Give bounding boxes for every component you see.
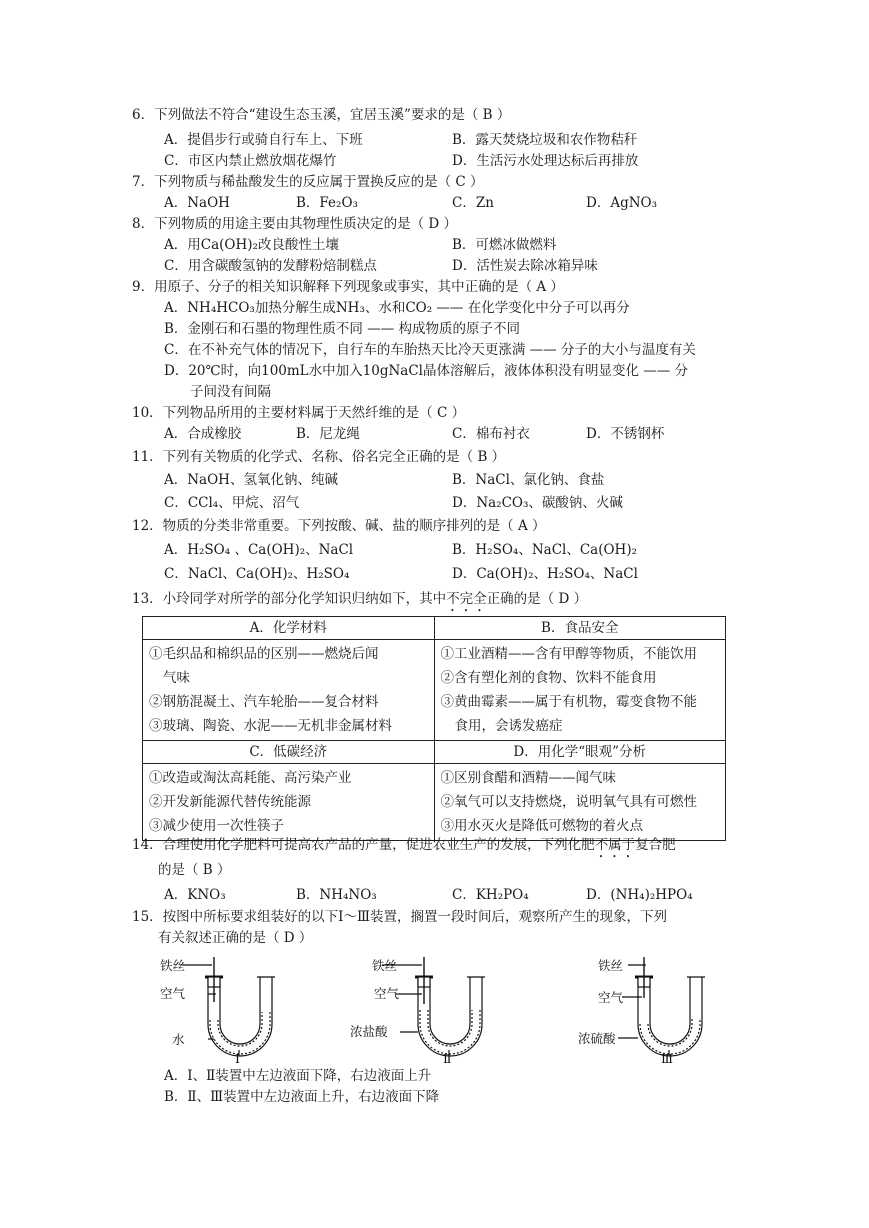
question-9-option-c: C．在不补充气体的情况下，自行车的车胎热天比冷天更涨满 —— 分子的大小与温度有关 (164, 342, 696, 358)
question-7-option-a: A．NaOH (164, 195, 230, 211)
table-header-a: A．化学材料 (143, 617, 435, 640)
question-11-option-b: B．NaCl、氯化钠、食盐 (452, 472, 605, 488)
question-14-stem-after: 复合肥 (635, 837, 676, 853)
table-cell-c (143, 764, 435, 841)
question-13-stem (132, 590, 587, 615)
numeral-3: Ⅲ (661, 1051, 674, 1064)
table-c-line-2: ②开发新能源代替传统能源 (149, 794, 311, 810)
label-iron-wire-2: 铁丝 (372, 958, 398, 973)
question-9-stem: 9．用原子、分子的相关知识解释下列现象或事实，其中正确的是（ A ） (132, 279, 564, 295)
apparatus-3 (618, 957, 705, 1056)
table-header-c: C．低碳经济 (143, 741, 435, 764)
question-15-stem-line-1: 15．按图中所标要求组装好的以下Ⅰ～Ⅲ装置，搁置一段时间后，观察所产生的现象，下列 (132, 909, 668, 925)
question-14-stem-before: 14．合理使用化学肥料可提高农产品的产量，促进农业生产的发展，下列化肥 (132, 837, 595, 853)
question-10-stem: 10．下列物品所用的主要材料属于天然纤维的是（ C ） (132, 405, 466, 421)
question-10-option-a: A．合成橡胶 (164, 426, 242, 442)
question-9-option-d-continued: 子间没有间隔 (190, 384, 271, 400)
numeral-1: Ⅰ (235, 1051, 240, 1064)
table-b-line-2: ②含有塑化剂的食物、饮料不能食用 (440, 670, 657, 686)
question-6-stem: 6．下列做法不符合“建设生态玉溪，宜居玉溪”要求的是（ B ） (132, 107, 511, 123)
question-6-option-b: B．露天焚烧垃圾和农作物秸秆 (452, 132, 638, 148)
question-11-option-d: D．Na₂CO₃、碳酸钠、火碱 (452, 495, 623, 511)
question-10-option-b: B．尼龙绳 (296, 426, 360, 442)
label-conc-hydrochloric-acid: 浓盐酸 (350, 1024, 388, 1039)
label-air-1: 空气 (160, 986, 186, 1001)
table-b-line-4: 食用，会诱发癌症 (454, 718, 563, 734)
table-b-line-3: ③黄曲霉素——属于有机物，霉变食物不能 (440, 694, 697, 710)
question-11-option-a: A．NaOH、氢氧化钠、纯碱 (164, 472, 338, 488)
question-8-option-a: A．用Ca(OH)₂改良酸性土壤 (164, 237, 339, 253)
question-13-stem-before: 13．小玲同学对所学的部分化学知识归纳如下，其中 (132, 591, 447, 607)
label-conc-sulfuric-acid: 浓硫酸 (578, 1031, 616, 1046)
table-a-line-3: ②钢筋混凝土、汽车轮胎——复合材料 (149, 694, 379, 710)
question-13-stem-after: 正确的是（ D ） (486, 591, 588, 607)
question-7-option-b: B．Fe₂O₃ (296, 195, 358, 211)
question-10-option-c: C．棉布衬衣 (452, 426, 530, 442)
question-14-option-a: A．KNO₃ (164, 887, 226, 903)
label-iron-wire-1: 铁丝 (160, 958, 186, 973)
question-12-option-d: D．Ca(OH)₂、H₂SO₄、NaCl (452, 566, 638, 582)
question-11-stem: 11．下列有关物质的化学式、名称、俗名完全正确的是（ B ） (132, 449, 506, 465)
question-14-stem-emphasis: 不属于 (594, 837, 636, 853)
label-air-2: 空气 (374, 986, 400, 1001)
question-12-option-c: C．NaCl、Ca(OH)₂、H₂SO₄ (164, 566, 350, 582)
table-a-line-4: ③玻璃、陶瓷、水泥——无机非金属材料 (149, 718, 392, 734)
question-10-option-d: D．不锈钢杯 (586, 426, 665, 442)
question-12-option-b: B．H₂SO₄、NaCl、Ca(OH)₂ (452, 542, 638, 558)
table-d-line-2: ②氧气可以支持燃烧，说明氧气具有可燃性 (440, 794, 697, 810)
question-8-option-d: D．活性炭去除冰箱异味 (452, 258, 598, 274)
u-tube-apparatus-figure (160, 952, 750, 1064)
knowledge-summary-table (142, 616, 726, 841)
apparatus-2 (382, 957, 485, 1056)
table-cell-d (434, 764, 726, 841)
label-water: 水 (172, 1032, 185, 1047)
question-14-option-c: C．KH₂PO₄ (452, 887, 529, 903)
table-header-d: D．用化学“眼观”分析 (434, 741, 726, 764)
question-7-stem: 7．下列物质与稀盐酸发生的反应属于置换反应的是（ C ） (132, 174, 484, 190)
question-6-option-d: D．生活污水处理达标后再排放 (452, 153, 639, 169)
label-air-3: 空气 (598, 990, 624, 1005)
question-12-option-a: A．H₂SO₄ 、Ca(OH)₂、NaCl (164, 542, 354, 558)
question-6-option-a: A．提倡步行或骑自行车上、下班 (164, 132, 363, 148)
question-8-option-c: C．用含碳酸氢钠的发酵粉焙制糕点 (164, 258, 377, 274)
question-11-option-c: C．CCl₄、甲烷、沼气 (164, 495, 300, 511)
question-14-stem (132, 836, 676, 861)
table-a-line-1: ①毛织品和棉织品的区别——燃烧后闻 (149, 646, 379, 662)
label-iron-wire-3: 铁丝 (598, 958, 624, 973)
question-14-option-b: B．NH₄NO₃ (296, 887, 377, 903)
question-7-option-d: D．AgNO₃ (586, 195, 658, 211)
question-13-stem-emphasis: 不完全 (446, 591, 487, 607)
table-header-b: B．食品安全 (434, 617, 726, 640)
apparatus-1 (182, 957, 275, 1056)
table-c-line-1: ①改造或淘汰高耗能、高污染产业 (149, 770, 352, 786)
question-15-option-a: A．Ⅰ、Ⅱ装置中左边液面下降，右边液面上升 (164, 1068, 432, 1084)
question-14-option-d: D．(NH₄)₂HPO₄ (586, 887, 693, 903)
question-8-stem: 8．下列物质的用途主要由其物理性质决定的是（ D ） (132, 216, 457, 232)
question-14-stem-line-2: 的是（ B ） (158, 862, 231, 878)
table-d-line-1: ①区别食醋和酒精——闻气味 (440, 770, 616, 786)
question-8-option-b: B．可燃冰做燃料 (452, 237, 557, 253)
question-9-option-a: A．NH₄HCO₃加热分解生成NH₃、水和CO₂ —— 在化学变化中分子可以再分 (164, 300, 630, 316)
numeral-2: Ⅱ (443, 1051, 452, 1064)
table-a-line-2: 气味 (163, 670, 190, 686)
question-15-option-b: B．Ⅱ、Ⅲ装置中左边液面上升，右边液面下降 (164, 1089, 440, 1105)
question-9-option-d: D．20℃时，向100mL水中加入10gNaCl晶体溶解后，液体体积没有明显变化 —— 分 (164, 363, 689, 379)
question-7-option-c: C．Zn (452, 195, 494, 211)
table-c-line-3: ③减少使用一次性筷子 (149, 818, 284, 834)
question-6-option-c: C．市区内禁止燃放烟花爆竹 (164, 153, 337, 169)
question-12-stem: 12．物质的分类非常重要。下列按酸、碱、盐的顺序排列的是（ A ） (132, 518, 546, 534)
question-15-stem-line-2: 有关叙述正确的是（ D ） (158, 930, 313, 946)
table-cell-a (143, 640, 435, 741)
table-b-line-1: ①工业酒精——含有甲醇等物质，不能饮用 (440, 646, 697, 662)
question-9-option-b: B．金刚石和石墨的物理性质不同 —— 构成物质的原子不同 (164, 321, 521, 337)
table-d-line-3: ③用水灭火是降低可燃物的着火点 (440, 818, 643, 834)
table-cell-b (434, 640, 726, 741)
